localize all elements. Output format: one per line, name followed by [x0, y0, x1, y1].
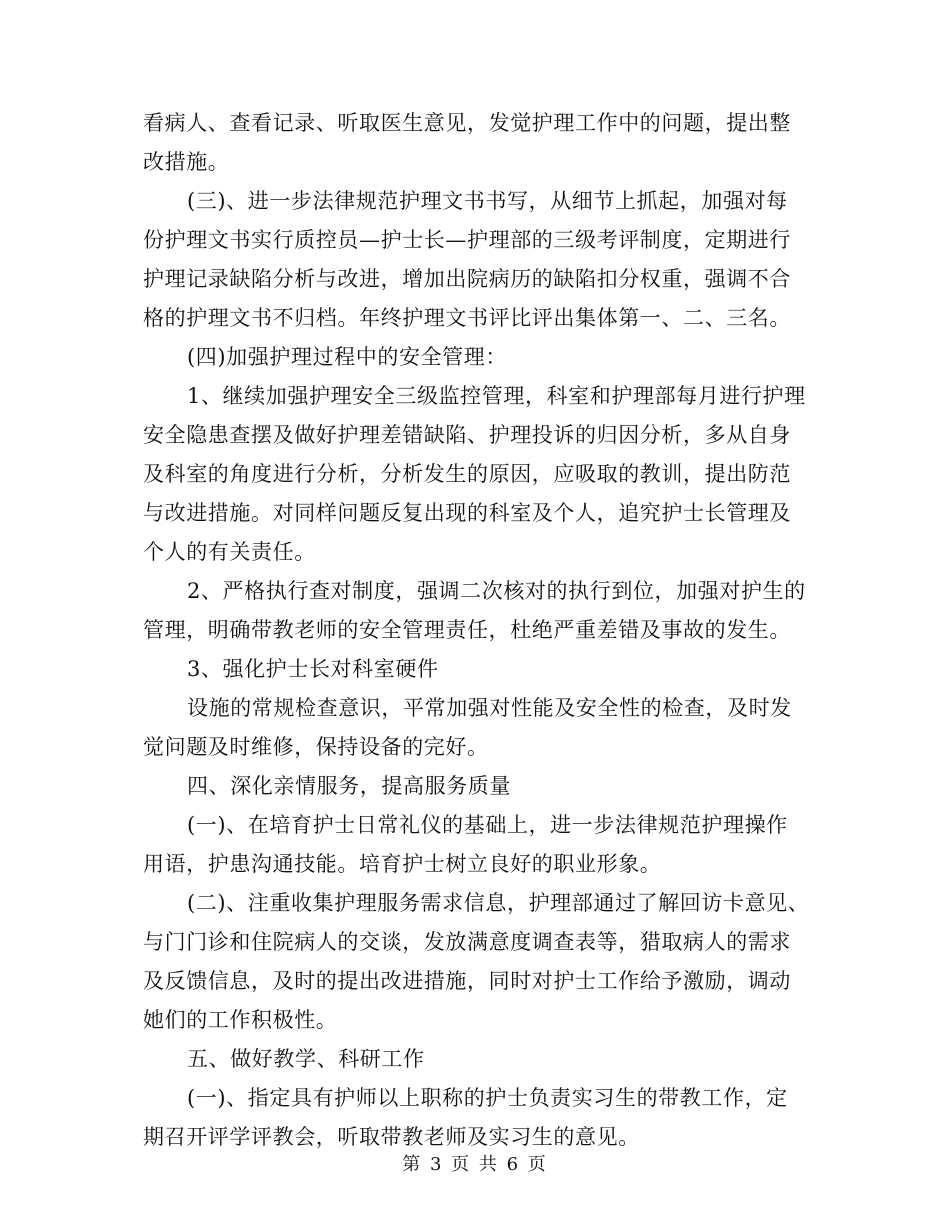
- text-line: 及反馈信息，及时的提出改进措施，同时对护士工作给予激励，调动: [143, 969, 791, 993]
- text-line: (三)、进一步法律规范护理文书书写，从细节上抓起，加强对每: [187, 189, 788, 213]
- text-line: 个人的有关责任。: [143, 540, 316, 564]
- text-line: (二)、注重收集护理服务需求信息，护理部通过了解回访卡意见、: [187, 891, 810, 915]
- text-line: 设施的常规检查意识，平常加强对性能及安全性的检查，及时发: [187, 696, 792, 720]
- text-line: 管理，明确带教老师的安全管理责任，杜绝严重差错及事故的发生。: [143, 618, 791, 642]
- text-line: 改措施。: [143, 150, 230, 174]
- text-line: 2、严格执行查对制度，强调二次核对的执行到位，加强对护生的: [187, 579, 806, 603]
- text-line: 期召开评学评教会，听取带教老师及实习生的意见。: [143, 1125, 640, 1149]
- text-line: 与门门诊和住院病人的交谈，发放满意度调查表等，猎取病人的需求: [143, 930, 791, 954]
- text-line: 安全隐患查摆及做好护理差错缺陷、护理投诉的归因分析，多从自身: [143, 423, 791, 447]
- text-line: 格的护理文书不归档。年终护理文书评比评出集体第一、二、三名。: [143, 306, 791, 330]
- text-line: (一)、指定具有护师以上职称的护士负责实习生的带教工作，定: [187, 1086, 788, 1110]
- text-line: (一)、在培育护士日常礼仪的基础上，进一步法律规范护理操作: [187, 813, 788, 837]
- text-line: 份护理文书实行质控员—护士长—护理部的三级考评制度，定期进行: [143, 228, 791, 252]
- document-body: [143, 104, 815, 1157]
- page-number-footer: 第 3 页 共 6 页: [402, 1154, 548, 1175]
- text-line: 3、强化护士长对科室硬件: [187, 657, 439, 681]
- text-line: 她们的工作积极性。: [143, 1008, 338, 1032]
- text-line: 看病人、查看记录、听取医生意见，发觉护理工作中的问题，提出整: [143, 111, 791, 135]
- text-line: 及科室的角度进行分析，分析发生的原因，应吸取的教训，提出防范: [143, 462, 791, 486]
- text-line: (四)加强护理过程中的安全管理：: [187, 345, 507, 369]
- text-line: 护理记录缺陷分析与改进，增加出院病历的缺陷扣分权重，强调不合: [143, 267, 791, 291]
- text-line: 四、深化亲情服务，提高服务质量: [187, 774, 511, 798]
- text-line: 1、继续加强护理安全三级监控管理，科室和护理部每月进行护理: [187, 384, 806, 408]
- text-line: 用语，护患沟通技能。培育护士树立良好的职业形象。: [143, 852, 662, 876]
- text-line: 五、做好教学、科研工作: [187, 1047, 425, 1071]
- text-line: 与改进措施。对同样问题反复出现的科室及个人，追究护士长管理及: [143, 501, 791, 525]
- text-line: 觉问题及时维修，保持设备的完好。: [143, 735, 489, 759]
